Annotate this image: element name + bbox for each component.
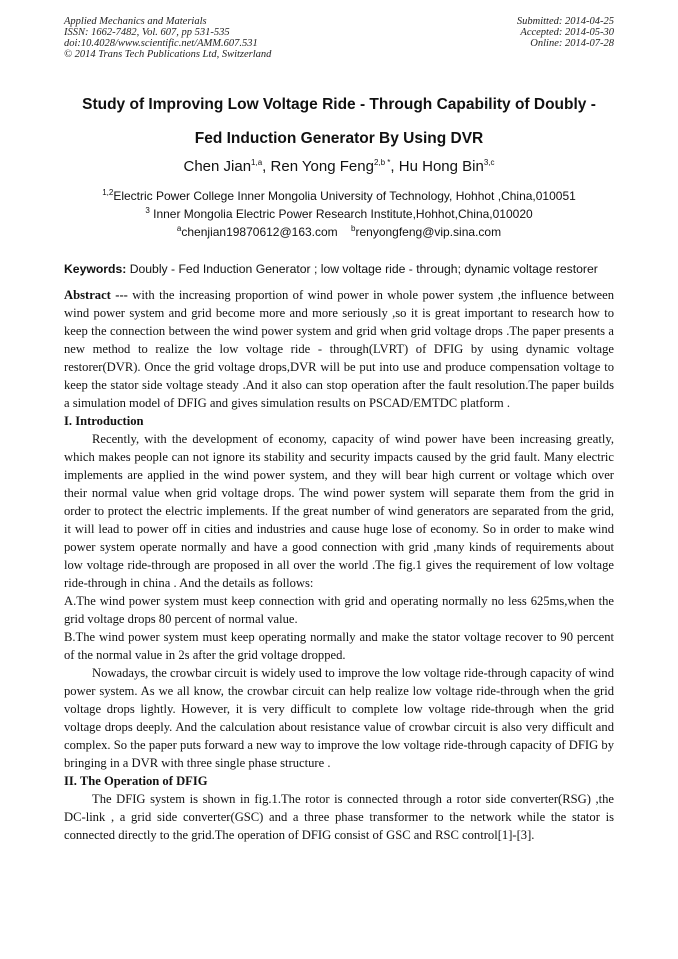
abstract (64, 286, 614, 412)
author-name: Ren Yong Feng (270, 158, 374, 175)
email-superscript: b (351, 224, 356, 233)
online-date: Online: 2014-07-28 (530, 38, 614, 49)
affiliation-2 (0, 207, 678, 222)
journal-doi: doi:10.4028/www.scientific.net/AMM.607.531 (64, 38, 258, 49)
author-name: Chen Jian (183, 158, 252, 175)
keywords (64, 262, 624, 276)
journal-name: Applied Mechanics and Materials (64, 16, 207, 27)
affiliation-1 (0, 189, 678, 204)
author-name: Hu Hong Bin (398, 158, 484, 175)
keywords-text: Doubly - Fed Induction Generator ; low voltage ride - through; dynamic voltage restorer (129, 262, 598, 276)
abstract-label: Abstract --- (64, 288, 128, 302)
paragraph: Nowadays, the crowbar circuit is widely used to improve the low voltage ride-through capacity of wind power system. As we all know, the crowbar circuit can help realize low voltage ride-through when the grid voltage drops lightly. However, it is very difficult to complete low voltage ride-through when the grid voltage drops deeply. And the calculation about resistance value of crowbar circuit is also very difficult and complex. So the paper puts forward a new way to improve the low voltage ride-through capacity of DFIG by bringing in a DVR with three single phase structure . (64, 666, 614, 770)
requirement-item: A.The wind power system must keep connection with grid and operating normally no less 625ms,when the grid voltage drops 80 percent of normal value. (64, 594, 614, 626)
paper-title (40, 88, 638, 156)
author-superscript: 3,c (483, 158, 495, 167)
author-superscript: 1,a (251, 158, 263, 167)
abstract-text: with the increasing proportion of wind power in whole power system ,the influence between wind power system and grid become more and more seriously ,so it is great important to research how to keep the connection between the wind power system and grid when grid voltage drops .The paper presents a new method to realize the low voltage ride - through(LVRT) of DFIG by using dynamic voltage restorer(DVR). Once the grid voltage drops,DVR will be put into use and produce compensation voltage to keep the stator side voltage steady .And it also can stop operation after the fault resolution.The paper builds a simulation model of DFIG and gives simulation results on PSCAD/EMTDC platform . (64, 288, 614, 410)
affiliation-superscript: 3 (145, 206, 150, 215)
journal-info (64, 16, 271, 60)
affiliation-text: Inner Mongolia Electric Power Research Institute,Hohhot,China,010020 (153, 207, 533, 221)
section-heading: II. The Operation of DFIG (64, 774, 208, 788)
submitted-date: Submitted: 2014-04-25 (516, 16, 614, 27)
journal-copyright: © 2014 Trans Tech Publications Ltd, Switzerland (64, 49, 272, 60)
author-emails (0, 225, 678, 240)
email-link[interactable]: renyongfeng@vip.sina.com (355, 225, 502, 239)
publication-dates (517, 16, 614, 49)
journal-issn: ISSN: 1662-7482, Vol. 607, pp 531-535 (64, 27, 230, 38)
author-list: Chen Jian$^{1,a}$, Ren Yong Feng$^{2,b *}$, Hu Hong Bin$^{3,c}$ (183, 158, 495, 175)
affiliation-text: Electric Power College Inner Mongolia University of Technology, Hohhot ,China,010051 (113, 189, 576, 203)
email-link[interactable]: chenjian19870612@163.com (181, 225, 338, 239)
author-superscript: 2,b * (373, 158, 391, 167)
email-superscript: a (176, 224, 182, 233)
affiliation-superscript: 1,2 (102, 188, 114, 197)
requirement-item: B.The wind power system must keep operating normally and make the stator voltage recover to 90 percent of the normal value in 2s after the grid voltage dropped. (64, 630, 614, 662)
paper-title-line-2: Fed Induction Generator By Using DVR (194, 130, 484, 147)
section-heading: I. Introduction (64, 414, 144, 428)
paragraph: The DFIG system is shown in fig.1.The rotor is connected through a rotor side converter(RSG) ,the DC-link , a grid side converter(GSC) and a three phase transformer to the network while the stator is connected directly to the grid.The operation of DFIG consist of GSC and RSC control[1]-[3]. (64, 792, 614, 842)
paper-title-line-1: Study of Improving Low Voltage Ride - Through Capability of Doubly - (82, 96, 596, 113)
accepted-date: Accepted: 2014-05-30 (520, 27, 614, 38)
keywords-label: Keywords: (64, 262, 127, 276)
paper-body (64, 286, 614, 844)
paragraph: Recently, with the development of economy, capacity of wind power have been increasing greatly, which makes people can not ignore its stability and security impacts caused by the grid fault. Many electric implements are applied in the wind power system, and they will bear high current or voltage which over their normal value when grid voltage drops. The wind power system will separate them from the grid in order to protect the electric implements. If the great number of wind generators are separated from the grid, it will lead to power off in cities and industries and cause huge lose of economy. So in order to make wind power system operate normally and have a good connection with grid ,many kinds of requirements about low voltage ride-through are proposed in all over the world .The fig.1 gives the requirement of low voltage ride-through in china . And the details as follows: (64, 432, 614, 590)
